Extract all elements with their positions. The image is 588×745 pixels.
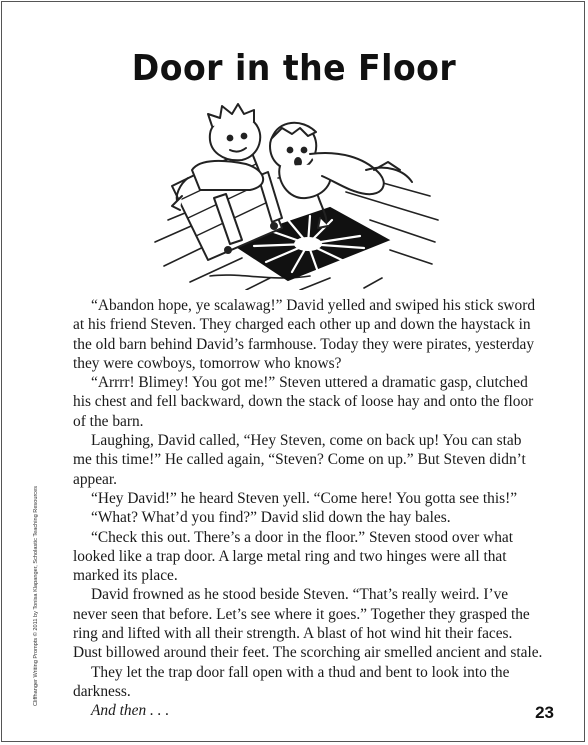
copyright-credit: Cliffhanger Writing Prompts © 2011 by Tonisa Klapanger, Scholastic Teaching Resources xyxy=(33,485,39,706)
story-paragraph: They let the trap door fall open with a thud and bent to look into the darkness. xyxy=(73,663,510,700)
story-ending: And then . . . xyxy=(91,702,170,720)
story-paragraph: David frowned as he stood beside Steven. “That’s really weird. I’ve never seen that before. Let’s see where it goes.” Together they grasped the ring and lifted with all their strength. A blast of hot wind hit their faces. Dust billowed around their feet. The scorching air smelled ancient and stale. xyxy=(73,586,543,662)
boy-steven xyxy=(270,123,412,228)
story-paragraph: “What? What’d you find?” David slid down the hay bales. xyxy=(91,509,451,527)
trap-door-illustration xyxy=(150,100,440,290)
story-paragraph: “Hey David!” he heard Steven yell. “Come here! You gotta see this!” xyxy=(91,489,518,507)
page-number: 23 xyxy=(535,703,554,722)
story-paragraph: “Check this out. There’s a door in the floor.” Steven stood over what looked like a trap door. A large metal ring and two hinges were all that marked its place. xyxy=(73,528,514,585)
page-title: Door in the Floor xyxy=(131,48,457,89)
story-paragraph: Laughing, David called, “Hey Steven, come on back up! You can stab me this time!” He called again, “Steven? Come on up.” But Steven didn’t appear. xyxy=(73,432,526,488)
story-paragraph: “Arrrr! Blimey! You got me!” Steven uttered a dramatic gasp, clutched his chest and fell backward, down the stack of loose hay and onto the floor of the barn. xyxy=(73,374,534,430)
story-text xyxy=(73,296,543,721)
story-paragraph: “Abandon hope, ye scalawag!” David yelled and swiped his stick sword at his friend Steven. They charged each other up and down the haystack in the old barn behind David’s farmhouse. Today they were pirates, yesterday they were cowboys, tomorrow who knows? xyxy=(73,297,536,372)
